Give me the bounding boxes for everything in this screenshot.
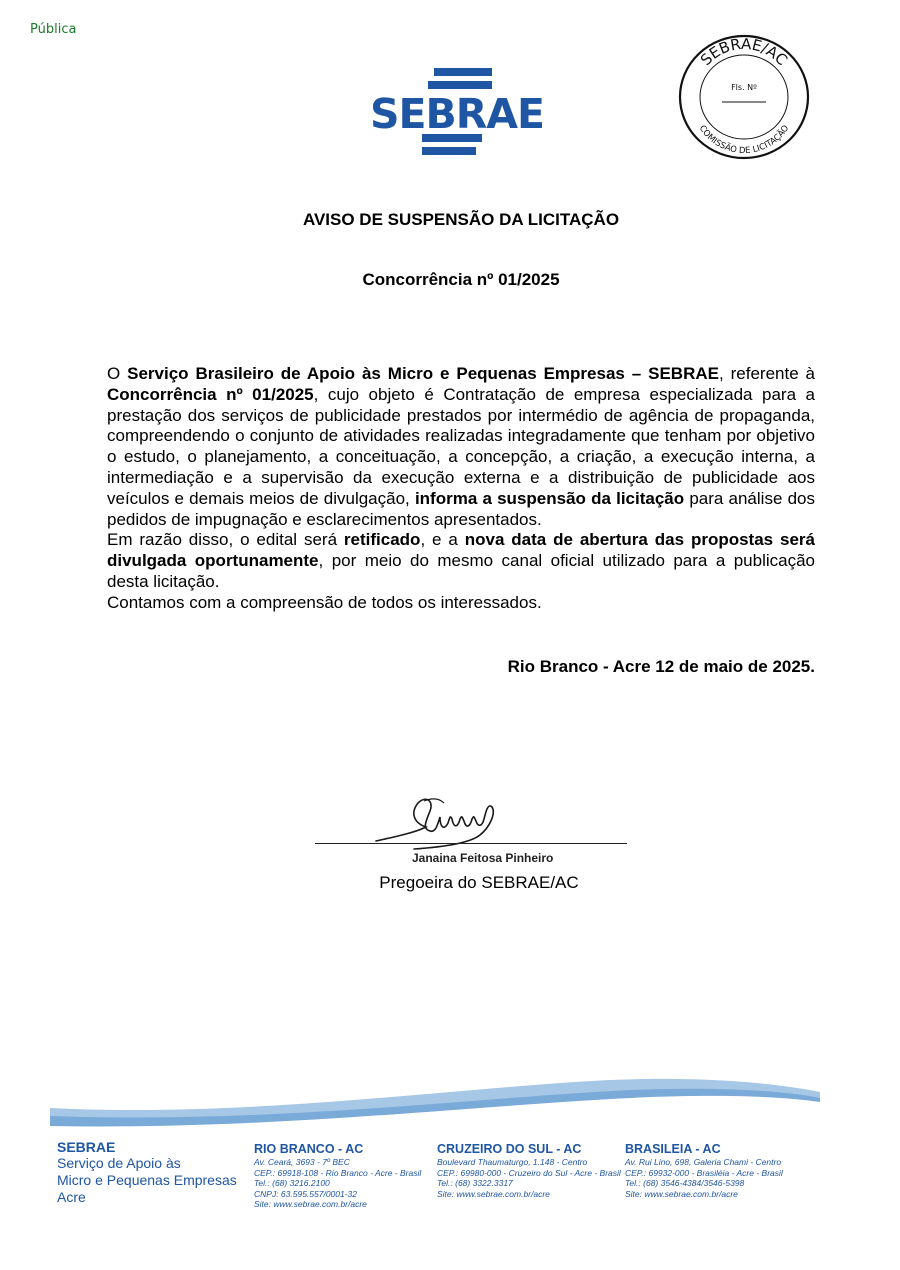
classification-label: Pública xyxy=(30,22,77,37)
office-name: RIO BRANCO - AC xyxy=(254,1142,364,1156)
paragraph-rectification: Em razão disso, o edital será retificado, e a nova data de abertura das propostas será divulgada oportunamente, por meio do mesmo canal oficial utilizado para a publicação desta licitação. xyxy=(107,530,816,591)
document-body xyxy=(107,364,815,614)
signer-role: Pregoeira do SEBRAE/AC xyxy=(379,873,579,892)
office-site: Site: www.sebrae.com.br/acre xyxy=(254,1199,367,1209)
signer-name: Janaina Feitosa Pinheiro xyxy=(412,851,554,865)
office-phone: Tel.: (68) 3546-4384/3546-5398 xyxy=(625,1178,745,1188)
footer-org-line: Serviço de Apoio às xyxy=(57,1155,181,1171)
footer-office-brasileia xyxy=(625,1142,783,1199)
office-address: Av. Ceará, 3693 - 7º BEC xyxy=(254,1157,350,1167)
commission-stamp xyxy=(676,33,812,161)
footer-brand: SEBRAE xyxy=(57,1139,116,1155)
logo-text: SEBRAE xyxy=(370,90,545,138)
office-name: CRUZEIRO DO SUL - AC xyxy=(437,1142,582,1156)
dateline: Rio Branco - Acre 12 de maio de 2025. xyxy=(507,657,815,676)
office-address: Boulevard Thaumaturgo, 1.148 - Centro xyxy=(437,1157,588,1167)
office-site: Site: www.sebrae.com.br/acre xyxy=(437,1188,550,1199)
footer-organization xyxy=(57,1139,237,1206)
office-site: Site: www.sebrae.com.br/acre xyxy=(625,1188,738,1199)
office-cep: CEP.: 69980-000 - Cruzeiro do Sul - Acre - Brasil xyxy=(437,1167,621,1178)
footer-org-line: Micro e Pequenas Empresas xyxy=(57,1172,237,1188)
document-subtitle: Concorrência nº 01/2025 xyxy=(362,270,560,289)
paragraph-closing: Contamos com a compreensão de todos os interessados. xyxy=(107,592,542,612)
office-cnpj: CNPJ: 63.595.557/0001-32 xyxy=(254,1188,358,1199)
document-title: AVISO DE SUSPENSÃO DA LICITAÇÃO xyxy=(302,210,620,229)
office-phone: Tel.: (68) 3216.2100 xyxy=(254,1178,330,1188)
paragraph-main: O Serviço Brasileiro de Apoio às Micro e Pequenas Empresas – SEBRAE, referente à Concorrência nº 01/2025, cujo objeto é Contratação de empresa especializada para a prestação dos serviços de publicidade prestados por intermédio de agência de propaganda, compreendendo o conjunto de atividades realizadas integradamente que tenham por objetivo o estudo, o planejamento, a conceituação, a concepção, a criação, a execução interna, a intermediação e a supervisão da execução externa e a distribuição de publicidade aos veículos e demais meios de divulgação, informa a suspensão da licitação para análise dos pedidos de impugnação e esclarecimentos apresentados. xyxy=(107,364,816,529)
footer-office-cruzeiro-do-sul xyxy=(437,1142,621,1199)
footer-office-rio-branco xyxy=(254,1142,421,1210)
office-name: BRASILEIA - AC xyxy=(625,1142,721,1156)
signature-line xyxy=(315,843,627,844)
footer-org-line: Acre xyxy=(57,1189,86,1205)
stamp-bottom-text: COMISSÃO DE LICITAÇÃO xyxy=(696,123,792,157)
office-address: Av. Rui Lino, 698, Galeria Chami - Centro xyxy=(625,1157,782,1167)
stamp-sheet-label: Fls. Nº xyxy=(731,83,757,92)
footer-wave xyxy=(50,1078,820,1128)
stamp-top-text: SEBRAE/AC xyxy=(696,34,791,70)
office-phone: Tel.: (68) 3322.3317 xyxy=(437,1178,513,1188)
handwritten-signature xyxy=(374,793,522,853)
sebrae-logo xyxy=(370,66,545,162)
office-cep: CEP.: 69932-000 - Brasiléia - Acre - Brasil xyxy=(625,1167,783,1178)
office-cep: CEP.: 69918-108 - Rio Branco - Acre - Brasil xyxy=(254,1167,422,1178)
